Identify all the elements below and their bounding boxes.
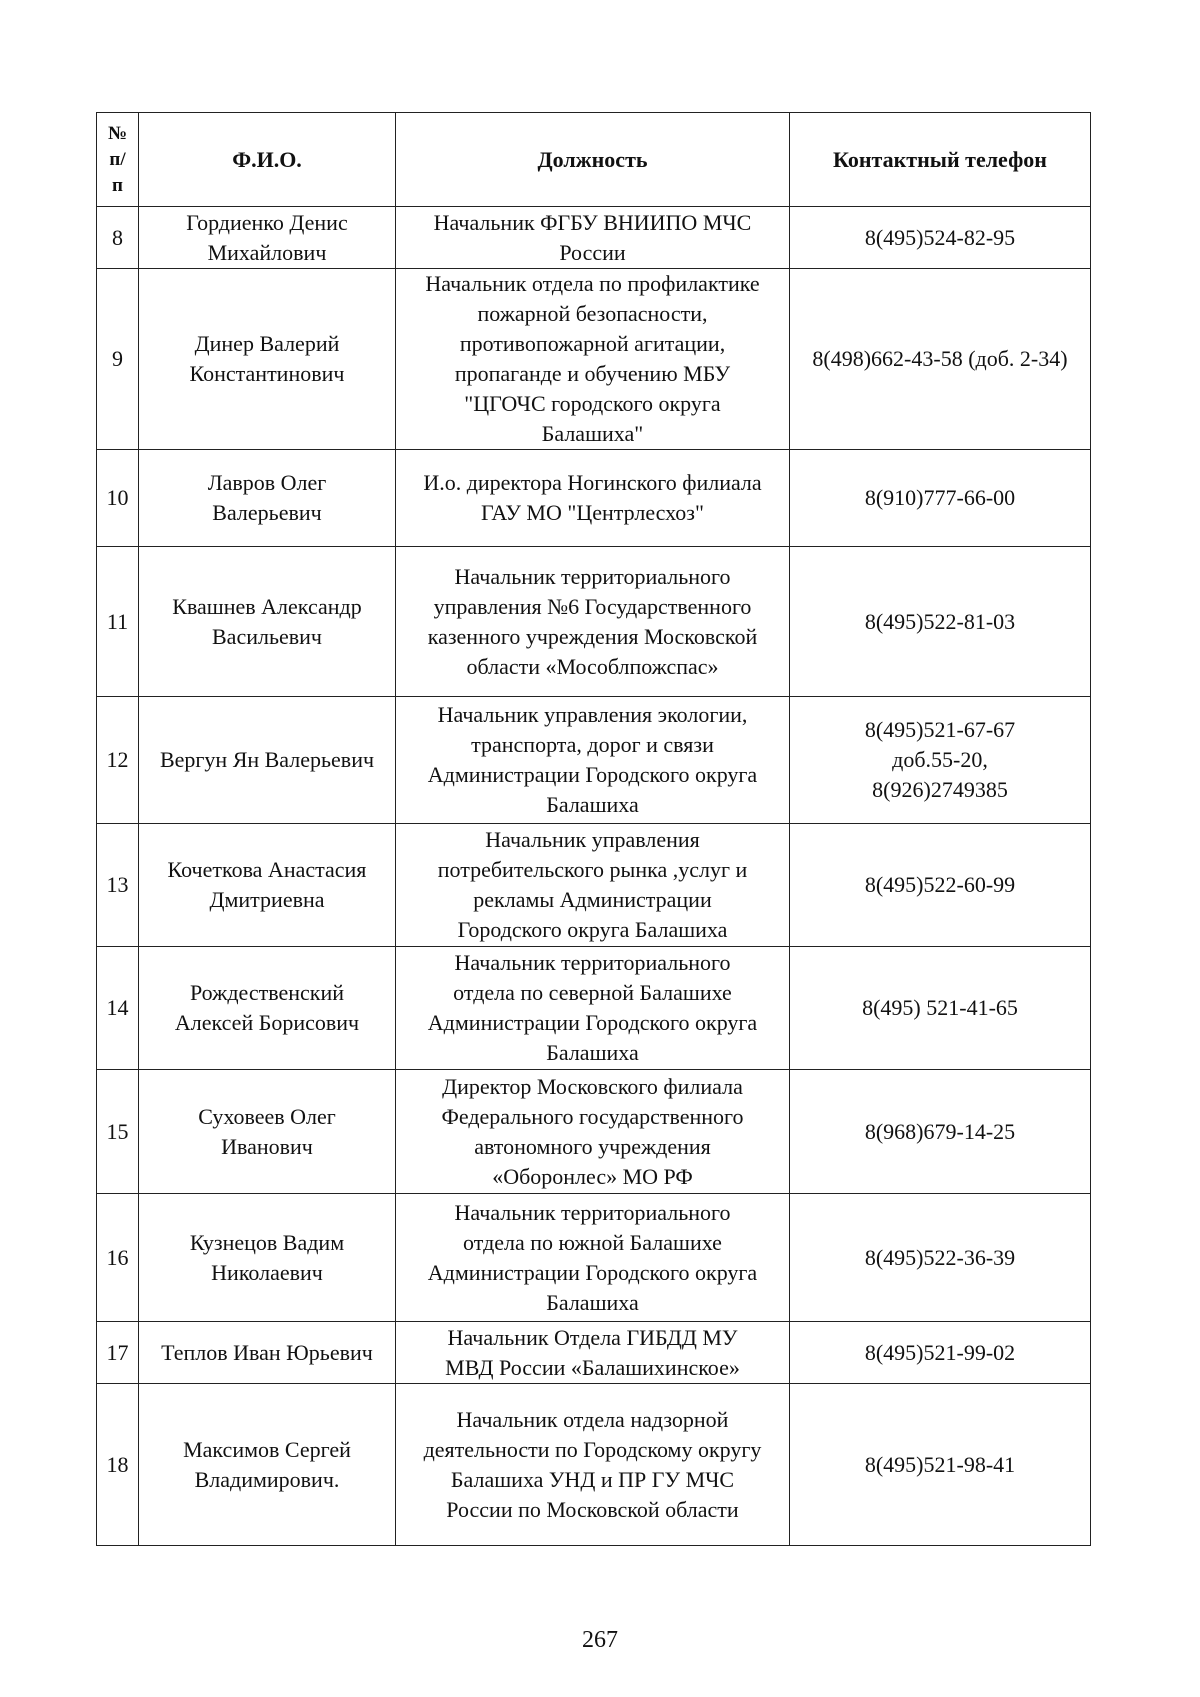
table-row bbox=[97, 697, 1091, 824]
row-phone: 8(495)522-81-03 bbox=[790, 547, 1091, 697]
row-name: Теплов Иван Юрьевич bbox=[139, 1322, 396, 1384]
table-row bbox=[97, 1070, 1091, 1194]
table-row bbox=[97, 824, 1091, 947]
row-number: 17 bbox=[97, 1322, 139, 1384]
row-phone: 8(498)662-43-58 (доб. 2-34) bbox=[790, 269, 1091, 450]
row-position: Директор Московского филиала Федерального государственного автономного учреждения «Оборонлес» МО РФ bbox=[396, 1070, 790, 1194]
table-row bbox=[97, 1384, 1091, 1546]
row-phone: 8(968)679-14-25 bbox=[790, 1070, 1091, 1194]
row-position: Начальник управления экологии, транспорта, дорог и связи Администрации Городского округа Балашиха bbox=[396, 697, 790, 824]
row-name: Лавров Олег Валерьевич bbox=[139, 450, 396, 547]
row-position: Начальник территориального отдела по северной Балашихе Администрации Городского округа Балашиха bbox=[396, 947, 790, 1070]
table-row bbox=[97, 1322, 1091, 1384]
table-header-row bbox=[97, 113, 1091, 207]
row-name: Кузнецов Вадим Николаевич bbox=[139, 1194, 396, 1322]
row-name: Кочеткова Анастасия Дмитриевна bbox=[139, 824, 396, 947]
row-phone: 8(910)777-66-00 bbox=[790, 450, 1091, 547]
row-number: 16 bbox=[97, 1194, 139, 1322]
row-name: Максимов Сергей Владимирович. bbox=[139, 1384, 396, 1546]
table-row bbox=[97, 947, 1091, 1070]
row-position: Начальник Отдела ГИБДД МУ МВД России «Балашихинское» bbox=[396, 1322, 790, 1384]
table-row bbox=[97, 1194, 1091, 1322]
row-number: 12 bbox=[97, 697, 139, 824]
row-phone: 8(495) 521-41-65 bbox=[790, 947, 1091, 1070]
row-number: 9 bbox=[97, 269, 139, 450]
header-position: Должность bbox=[396, 113, 790, 207]
row-phone: 8(495)521-98-41 bbox=[790, 1384, 1091, 1546]
row-name: Динер Валерий Константинович bbox=[139, 269, 396, 450]
table-row bbox=[97, 547, 1091, 697]
row-number: 8 bbox=[97, 207, 139, 269]
row-number: 13 bbox=[97, 824, 139, 947]
row-number: 11 bbox=[97, 547, 139, 697]
table-row bbox=[97, 450, 1091, 547]
header-name: Ф.И.О. bbox=[139, 113, 396, 207]
row-name: Вергун Ян Валерьевич bbox=[139, 697, 396, 824]
page-number: 267 bbox=[582, 1627, 618, 1653]
row-position: Начальник территориального управления №6 Государственного казенного учреждения Московской области «Мособлпожспас» bbox=[396, 547, 790, 697]
row-number: 15 bbox=[97, 1070, 139, 1194]
row-name: Квашнев Александр Васильевич bbox=[139, 547, 396, 697]
row-number: 14 bbox=[97, 947, 139, 1070]
row-phone: 8(495)524-82-95 bbox=[790, 207, 1091, 269]
row-position: Начальник отдела надзорной деятельности по Городскому округу Балашиха УНД и ПР ГУ МЧС России по Московской области bbox=[396, 1384, 790, 1546]
table-row bbox=[97, 207, 1091, 269]
row-position: И.о. директора Ногинского филиала ГАУ МО "Центрлесхоз" bbox=[396, 450, 790, 547]
row-number: 18 bbox=[97, 1384, 139, 1546]
row-phone: 8(495)521-67-67 доб.55-20, 8(926)2749385 bbox=[790, 697, 1091, 824]
row-phone: 8(495)522-36-39 bbox=[790, 1194, 1091, 1322]
row-position: Начальник территориального отдела по южной Балашихе Администрации Городского округа Балашиха bbox=[396, 1194, 790, 1322]
contacts-table bbox=[96, 112, 1091, 1546]
row-number: 10 bbox=[97, 450, 139, 547]
table-row bbox=[97, 269, 1091, 450]
row-position: Начальник отдела по профилактике пожарной безопасности, противопожарной агитации, пропаганде и обучению МБУ "ЦГОЧС городского округа Балашиха" bbox=[396, 269, 790, 450]
row-name: Рождественский Алексей Борисович bbox=[139, 947, 396, 1070]
row-phone: 8(495)521-99-02 bbox=[790, 1322, 1091, 1384]
header-number: № п/ п bbox=[97, 113, 139, 207]
row-name: Суховеев Олег Иванович bbox=[139, 1070, 396, 1194]
header-phone: Контактный телефон bbox=[790, 113, 1091, 207]
row-position: Начальник ФГБУ ВНИИПО МЧС России bbox=[396, 207, 790, 269]
row-name: Гордиенко Денис Михайлович bbox=[139, 207, 396, 269]
row-phone: 8(495)522-60-99 bbox=[790, 824, 1091, 947]
row-position: Начальник управления потребительского рынка ,услуг и рекламы Администрации Городского округа Балашиха bbox=[396, 824, 790, 947]
